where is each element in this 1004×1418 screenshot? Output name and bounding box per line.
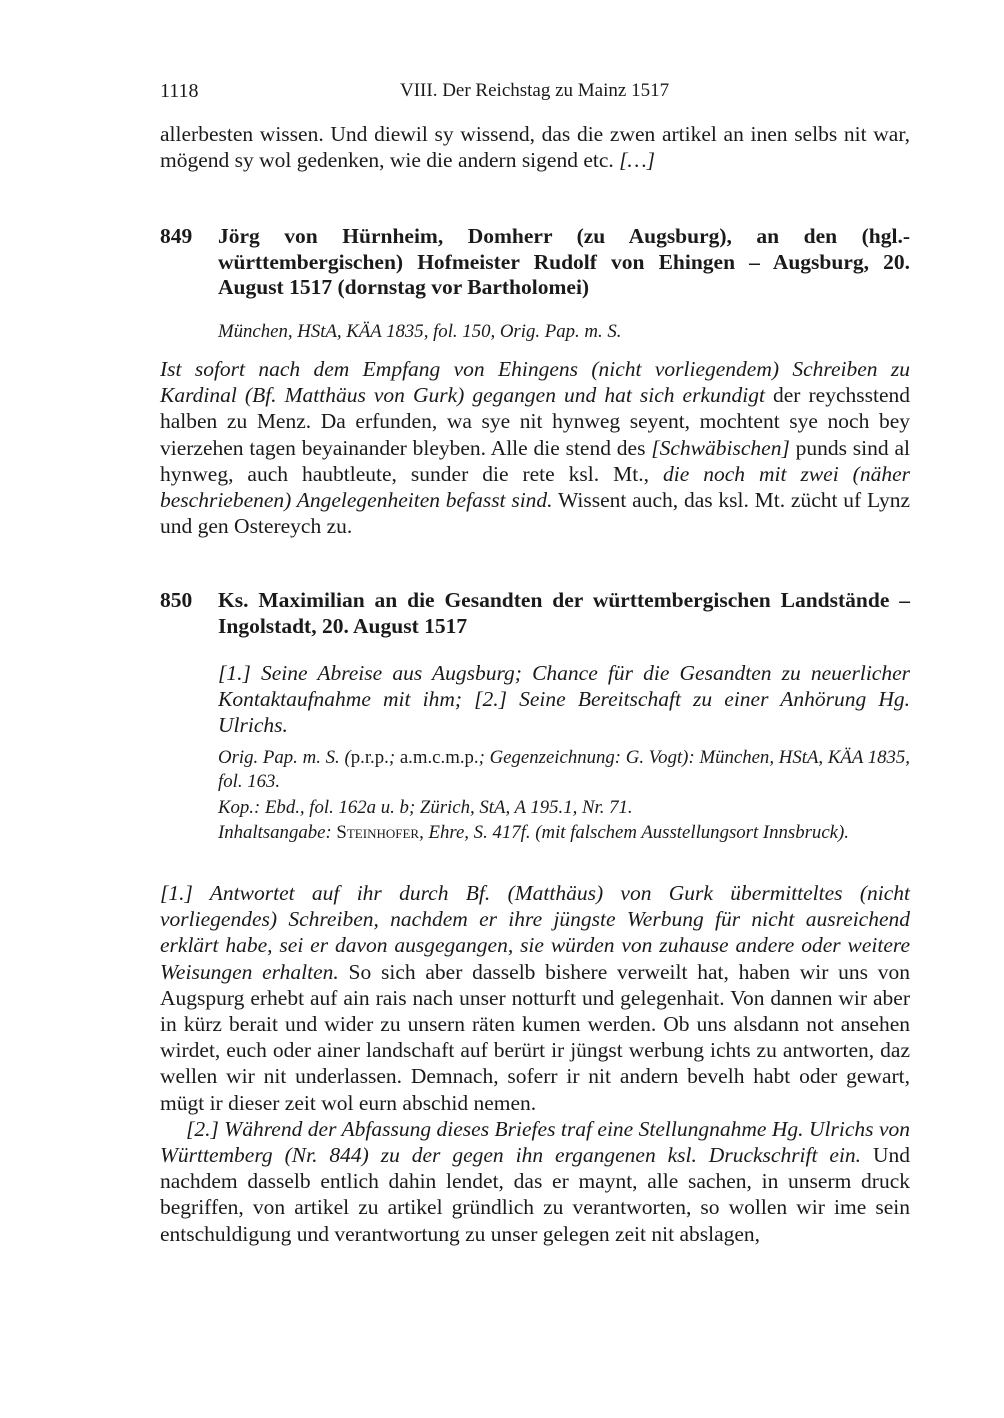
intro-ellipsis: […] (619, 148, 655, 173)
page-number: 1118 (160, 80, 199, 102)
doc-849-source: München, HStA, KÄA 1835, fol. 150, Orig. Pap. m. S. (218, 321, 622, 342)
doc-850-number: 850 (160, 588, 193, 612)
source-summary-label: Inhaltsangabe: (218, 822, 337, 843)
doc-850-source-copy: Kop.: Ebd., fol. 162a u. b; Zürich, StA, A 195.1, Nr. 71. (218, 797, 633, 818)
doc-850-p2-roman: Und nachdem dasselb entlich dahin lendet, das er maynt, alle sachen, in unserm druck begriffen, von artikel zu artikel gründlich zu verantworten, so wollen wir ime sein entschuldigung und verantwortung zu unser gelegen zeit nit abslagen, (160, 1143, 910, 1246)
doc-850-source-original (218, 746, 910, 793)
doc-849-roman-2: punds sind al hynweg, auch haubtleute, sunder die rete ksl. Mt., (160, 435, 910, 486)
doc-849-italic-2: [Schwäbischen] (651, 435, 790, 460)
doc-850-p1-italic: [1.] Antwortet auf ihr durch Bf. (Matthäus) von Gurk übermitteltes (nicht vorliegendes) Schreiben, nachdem er ihre jüngste Werbung für nicht ausreichend erklärt habe, sei er davon ausgegangen, sie würden von zuhause andere oder weitere Weisungen erhalten. (160, 881, 910, 984)
doc-850-p2-italic: [2.] Während der Abfassung dieses Briefes traf eine Stellungnahme Hg. Ulrichs von Württemberg (Nr. 844) zu der gegen ihn ergangenen ksl. Druckschrift ein. (160, 1116, 910, 1168)
doc-849-italic-3: die noch mit zwei (näher beschriebenen) Angelegenheiten befasst sind. (160, 461, 910, 513)
doc-850-text (160, 880, 910, 1247)
doc-850-title: Ks. Maximilian an die Gesandten der württembergischen Landstände – Ingolstadt, 20. August 1517 (218, 588, 910, 638)
doc-850-regest (218, 660, 910, 738)
source-sep: ; (388, 747, 400, 768)
source-orig-label: Orig. Pap. m. S. ( (218, 747, 351, 768)
intro-paragraph (160, 121, 910, 173)
source-author: Steinhofer (336, 822, 420, 843)
doc-849-number: 849 (160, 224, 193, 248)
doc-849-title: Jörg von Hürnheim, Domherr (zu Augsburg), an den (hgl.-württembergischen) Hofmeister Rudolf von Ehingen – Augsburg, 20. August 1517 (dornstag vor Bartholomei) (218, 224, 910, 299)
doc-849-roman-1: der reychsstend halben zu Menz. Da erfunden, wa sye nit hynweg seyent, mochtent sye noch bey vierzehen tagen beyainander bleyben. Alle die stend des (160, 383, 910, 460)
doc-849-italic-1: Ist sofort nach dem Empfang von Ehingens (nicht vorliegendem) Schreiben zu Kardinal (Bf. Matthäus von Gurk) gegangen und hat sich erkundigt (160, 357, 910, 408)
source-amcmp: a.m.c.m.p. (399, 747, 479, 768)
running-header (160, 80, 910, 106)
doc-850-p1-roman: So sich aber dasselb bishere verweilt hat, haben wir uns von Augspurg erhebt auf ain rais nach unser notturft und gelegenhait. Von dannen wir aber in kürz berait und wider zu unsern räten kumen werden. Ob uns alsdann not ansehen wirdet, euch oder ainer landschaft auf berürt ir jüngst werbung ichts zu antworten, daz wellen wir nit underlassen. Demnach, soferr ir nit andern bevelh habt oder gewart, mügt ir dieser zeit wol eurn abschid nemen. (160, 959, 910, 1115)
doc-849-text (160, 356, 910, 539)
doc-849-roman-3: Wissent auch, das ksl. Mt. zücht uf Lynz und gen Ostereych zu. (160, 488, 910, 539)
source-prp: p.r.p. (350, 747, 389, 768)
source-summary-rest: , Ehre, S. 417f. (mit falschem Ausstellungsort Innsbruck). (419, 822, 849, 843)
doc-850-source-summary (218, 821, 910, 845)
source-orig-rest: ; Gegenzeichnung: G. Vogt): München, HStA, KÄA 1835, fol. 163. (218, 747, 910, 792)
doc-850-regest-text: [1.] Seine Abreise aus Augsburg; Chance für die Gesandten zu neuerlicher Kontaktaufnahme mit ihm; [2.] Seine Bereitschaft zu einer Anhörung Hg. Ulrichs. (218, 661, 910, 737)
intro-text: allerbesten wissen. Und diewil sy wissend, das die zwen artikel an inen selbs nit war, mögend sy wol gedenken, wie die andern sigend etc. (160, 122, 910, 173)
running-title: VIII. Der Reichstag zu Mainz 1517 (400, 80, 670, 101)
